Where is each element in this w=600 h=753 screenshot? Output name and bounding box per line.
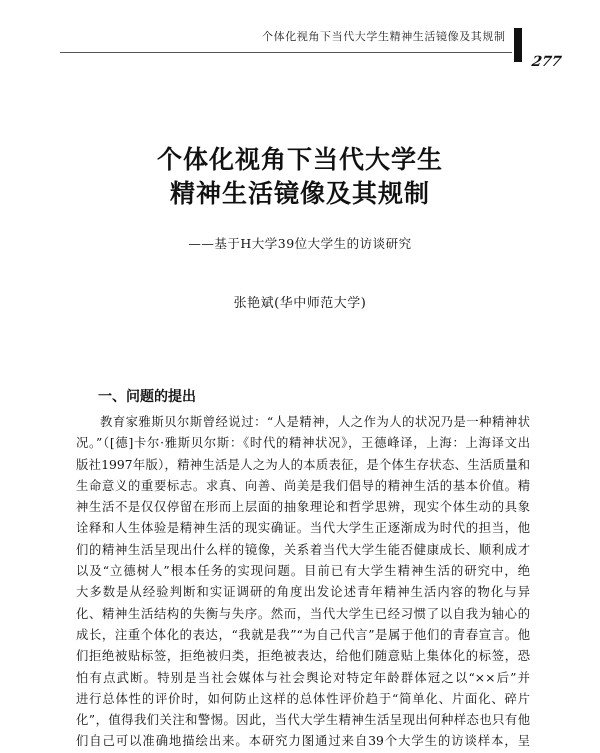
body-line: 们拒绝被贴标签，拒绝被归类，拒绝被表达，给他们随意贴上集体化的标签，恐 [76, 649, 530, 664]
body-line: 诠释和人生体验是精神生活的现实确证。当代大学生正逐渐成为时代的担当，他 [76, 521, 530, 536]
body-line: 成长，注重个体化的表达，“我就是我”“为自己代言”是属于他们的青春宣言。他 [76, 627, 530, 642]
header-bar [514, 28, 522, 62]
article-title-line-1: 个体化视角下当代大学生 [156, 145, 443, 174]
article-subtitle: ——基于H大学39位大学生的访谈研究 [188, 236, 412, 251]
body-line: 生命意义的重要标志。求真、向善、尚美是我们倡导的精神生活的基本价值。精 [76, 478, 530, 493]
body-line: 怕有点武断。特别是当社会媒体与社会舆论对特定年龄群体冠之以“××后”并 [76, 670, 530, 685]
article-title-line-2: 精神生活镜像及其规制 [169, 179, 430, 208]
running-header: 个体化视角下当代大学生精神生活镜像及其规制 [262, 30, 506, 43]
body-line: 大多数是从经验判断和实证调研的角度出发论述青年精神生活内容的物化与异 [76, 585, 530, 600]
body-line: 们的精神生活呈现出什么样的镜像，关系着当代大学生能否健康成长、顺利成才 [76, 542, 530, 557]
author-affiliation: 张艳斌(华中师范大学) [233, 296, 367, 311]
page-number: 277 [530, 54, 563, 70]
body-line: 版社1997年版），精神生活是人之为人的本质表征，是个体生存状态、生活质量和 [76, 457, 530, 472]
body-line: 化”，值得我们关注和警惕。因此，当代大学生精神生活呈现出何种样态也只有他 [76, 713, 530, 728]
body-line: 化、精神生活结构的失衡与失序。然而，当代大学生已经习惯了以自我为轴心的 [76, 606, 530, 621]
body-paragraph [76, 412, 530, 753]
body-line: 们自己可以准确地描绘出来。本研究力图通过来自39个大学生的访谈样本，呈 [76, 734, 530, 749]
header-rule [60, 52, 512, 53]
body-line: 教育家雅斯贝尔斯曾经说过：“人是精神，人之作为人的状况乃是一种精神状 [100, 415, 530, 429]
body-line: 进行总体性的评价时，如何防止这样的总体性评价趋于“简单化、片面化、碎片 [76, 691, 530, 706]
body-line: 以及“立德树人”根本任务的实现问题。目前已有大学生精神生活的研究中，绝 [76, 564, 530, 579]
body-line: 况。”（[德]卡尔·雅斯贝尔斯：《时代的精神状况》，王德峰译，上海：上海译文出 [76, 436, 530, 451]
body-line: 神生活不是仅仅停留在形而上层面的抽象理论和哲学思辨，现实个体生动的具象 [76, 500, 530, 515]
section-heading: 一、问题的提出 [98, 389, 196, 405]
